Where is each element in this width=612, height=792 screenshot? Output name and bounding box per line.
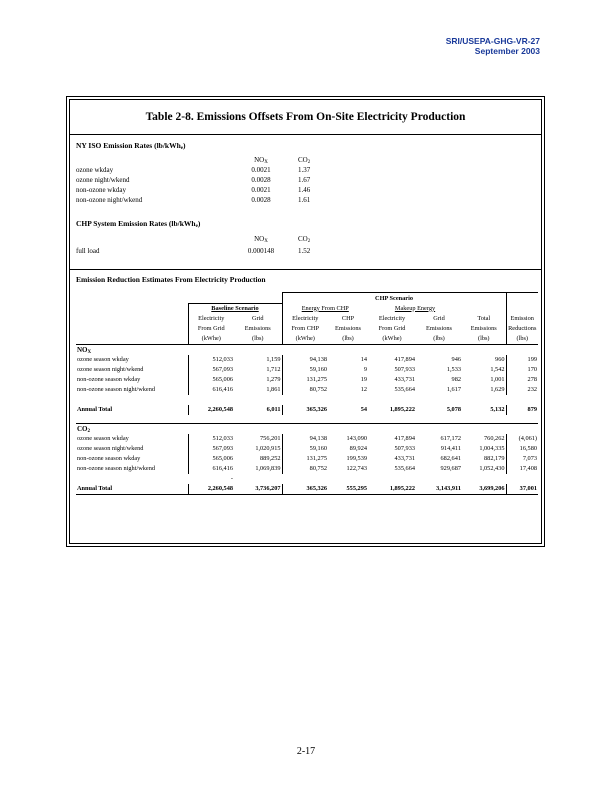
value-cell: 760,262 [462, 434, 506, 444]
co2-section-label: $CO_2$ [77, 424, 90, 434]
value-cell: 1,069,839 [255, 465, 281, 472]
ny-iso-row-label: non-ozone night/wkend [76, 196, 143, 204]
chp-rates-col-nox: $NO_X$ [254, 235, 268, 244]
row-label: non-ozone season wkday [77, 455, 141, 462]
chp-rates-row-nox: 0.000148 [247, 247, 275, 255]
value-cell: 960 [462, 355, 506, 365]
col-header: Electricity [282, 314, 328, 324]
col-unit: (lbs) [234, 334, 282, 345]
value-cell: 535,664 [394, 465, 415, 472]
value-cell: 2,260,548 [188, 484, 234, 495]
page-number: 2-17 [296, 746, 316, 757]
col-header: Grid [251, 315, 264, 322]
value-cell: 555,295 [328, 484, 368, 495]
emission-rates-section [70, 135, 541, 270]
value-cell: 567,093 [188, 444, 234, 454]
col-header: Grid [433, 315, 445, 322]
value-cell: 756,201 [260, 435, 281, 442]
table-row [76, 464, 538, 474]
spacer-row [76, 395, 538, 405]
col-unit: (lbs) [506, 334, 538, 345]
value-cell: 1,861 [266, 386, 281, 393]
header-row-l1 [76, 314, 538, 324]
report-id: SRI/USEPA-GHG-VR-27 [445, 36, 540, 46]
row-label: ozone season night/wkend [77, 445, 144, 452]
value-cell: 1,159 [266, 356, 281, 363]
ny-iso-row-label: ozone night/wkend [76, 176, 130, 184]
row-label: Annual Total [76, 484, 188, 495]
value-cell: 616,416 [188, 464, 234, 474]
ny-iso-row-label: ozone wkday [76, 166, 114, 174]
value-cell: 14 [360, 356, 367, 363]
header-row-groups [76, 303, 538, 314]
ny-iso-row-nox: 0.0028 [251, 176, 271, 184]
col-header: Emissions [426, 325, 452, 332]
row-label: ozone season wkday [77, 435, 129, 442]
value-cell: 1,279 [266, 376, 281, 383]
value-cell: 9 [363, 366, 367, 373]
col-header: Emissions [244, 325, 271, 332]
col-unit: (lbs) [416, 334, 462, 345]
co2-dash-row [76, 474, 538, 484]
col-header: From Grid [378, 325, 406, 332]
value-cell: 1,004,335 [462, 444, 506, 454]
ny-iso-row-co2: 1.67 [298, 176, 311, 184]
value-cell: 565,006 [188, 375, 234, 385]
value-cell: 7,073 [506, 454, 538, 464]
value-cell: 946 [451, 356, 461, 363]
value-cell: 54 [360, 406, 367, 413]
row-label: Annual Total [77, 406, 113, 413]
value-cell: 882,179 [462, 454, 506, 464]
ny-iso-row-nox: 0.0021 [251, 166, 271, 174]
col-header: Emissions [462, 324, 506, 334]
value-cell: 929,687 [440, 465, 461, 472]
value-cell: 1,020,915 [255, 445, 281, 452]
table-frame [66, 96, 545, 547]
table-inner-frame [69, 99, 542, 544]
reduction-heading: Emission Reduction Estimates From Electricity Production [76, 275, 266, 284]
table-row [76, 355, 538, 365]
value-cell: 80,752 [282, 385, 328, 395]
value-cell: 5,132 [462, 405, 506, 415]
value-cell: 278 [506, 375, 538, 385]
value-cell: 617,172 [440, 435, 461, 442]
emission-reduction-table [76, 292, 538, 495]
value-cell: 535,664 [394, 386, 415, 393]
value-cell: 417,894 [394, 356, 415, 363]
value-cell: 89,924 [349, 445, 367, 452]
value-cell: 6,011 [266, 406, 281, 413]
col-header: Reductions [506, 324, 538, 334]
value-cell: 1,895,222 [389, 406, 415, 413]
value-cell: 433,731 [394, 455, 415, 462]
co2-rows [76, 434, 538, 474]
col-header: Electricity [378, 315, 406, 322]
value-cell: 3,699,206 [462, 484, 506, 495]
row-label: non-ozone season night/wkend [77, 465, 155, 472]
value-cell: 512,033 [188, 434, 234, 444]
table-row [76, 365, 538, 375]
value-cell: 616,416 [188, 385, 234, 395]
value-cell: 199,539 [346, 455, 367, 462]
col-header: From CHP [282, 324, 328, 334]
value-cell: 365,326 [282, 484, 328, 495]
value-cell: 143,090 [346, 435, 367, 442]
table-row [76, 385, 538, 395]
ny-iso-row-nox: 0.0028 [251, 196, 271, 204]
document-header [446, 36, 540, 56]
value-cell: 682,641 [440, 455, 461, 462]
report-date: September 2003 [474, 46, 540, 56]
value-cell: 12 [360, 386, 367, 393]
row-label: ozone season night/wkend [77, 366, 144, 373]
value-cell: 433,731 [394, 376, 415, 383]
value-cell: 879 [506, 405, 538, 415]
value-cell: 59,160 [282, 444, 328, 454]
value-cell: 2,260,548 [188, 405, 234, 415]
value-cell: 59,160 [282, 365, 328, 375]
ny-iso-row-label: non-ozone wkday [76, 186, 126, 194]
nox-section-label: $NO_X$ [77, 345, 92, 355]
value-cell: 507,933 [394, 366, 415, 373]
table-row [76, 434, 538, 444]
header-row-l2 [76, 324, 538, 334]
col-header: From Grid [188, 324, 234, 334]
value-cell: 80,752 [282, 464, 328, 474]
nox-annual-total-row [76, 405, 538, 415]
value-cell: 1,533 [446, 366, 461, 373]
value-cell: 417,894 [394, 435, 415, 442]
value-cell: 1,895,222 [368, 484, 416, 495]
value-cell: (4,061) [506, 434, 538, 444]
value-cell: 3,736,207 [234, 484, 282, 495]
value-cell: 889,252 [260, 455, 281, 462]
ny-iso-row-co2: 1.61 [298, 196, 311, 204]
header-row-scenario [76, 293, 538, 304]
dash-cell: - [230, 475, 233, 482]
value-cell: 365,326 [282, 405, 328, 415]
value-cell: 1,617 [446, 386, 461, 393]
ny-iso-col-co2: $CO_2$ [298, 156, 311, 165]
col-unit: (kWhe) [282, 334, 328, 345]
value-cell: 94,138 [282, 434, 328, 444]
col-header: CHP [341, 315, 355, 322]
spacer-row [76, 415, 538, 424]
col-unit: (lbs) [462, 334, 506, 345]
col-unit: (lbs) [328, 334, 368, 345]
value-cell: 16,580 [506, 444, 538, 454]
row-label: non-ozone season wkday [77, 376, 141, 383]
table-title: Table 2-8. Emissions Offsets From On-Site Electricity Production [70, 100, 541, 135]
ny-iso-col-nox: $NO_X$ [254, 156, 268, 165]
makeup-energy-header: Makeup Energy [394, 304, 436, 312]
value-cell: 914,411 [440, 445, 461, 452]
col-unit: (kWhe) [368, 334, 416, 345]
row-label: non-ozone season night/wkend [77, 386, 155, 393]
value-cell: 1,052,430 [462, 464, 506, 474]
value-cell: 170 [506, 365, 538, 375]
reduction-section [70, 270, 541, 551]
col-header: Total [462, 314, 506, 324]
value-cell: 3,143,911 [416, 484, 462, 495]
ny-iso-heading: NY ISO Emission Rates (lb/kWh$_e$) [76, 141, 186, 151]
value-cell: 565,006 [188, 454, 234, 464]
ny-iso-row-nox: 0.0021 [251, 186, 271, 194]
chp-rates-row-label: full load [76, 247, 100, 255]
col-header: Electricity [188, 314, 234, 324]
value-cell: 131,275 [282, 375, 328, 385]
chp-scenario-header: CHP Scenario [282, 293, 506, 304]
co2-annual-total-row [76, 484, 538, 495]
value-cell: 199 [506, 355, 538, 365]
col-unit: (kWhe) [188, 334, 234, 345]
col-header: Emission [506, 314, 538, 324]
value-cell: 512,033 [188, 355, 234, 365]
col-header: Emissions [335, 325, 361, 332]
value-cell: 1,629 [462, 385, 506, 395]
chp-rates-heading: CHP System Emission Rates (lb/kWh$_e$) [76, 219, 201, 229]
baseline-scenario-header: Baseline Scenario [188, 303, 282, 314]
table-row [76, 375, 538, 385]
energy-from-chp-header: Energy From CHP [282, 303, 368, 314]
value-cell: 19 [360, 376, 367, 383]
table-row [76, 444, 538, 454]
value-cell: 5,078 [446, 406, 461, 413]
value-cell: 131,275 [282, 454, 328, 464]
value-cell: 122,743 [346, 465, 367, 472]
value-cell: 507,933 [394, 445, 415, 452]
table-row [76, 454, 538, 464]
value-cell: 1,712 [266, 366, 281, 373]
value-cell: 567,093 [188, 365, 234, 375]
value-cell: 1,001 [462, 375, 506, 385]
chp-rates-col-co2: $CO_2$ [298, 235, 311, 244]
chp-rates-row-co2: 1.52 [298, 247, 311, 255]
value-cell: 232 [506, 385, 538, 395]
value-cell: 982 [451, 376, 461, 383]
nox-rows [76, 355, 538, 395]
row-label: ozone season wkday [77, 356, 129, 363]
value-cell: 17,408 [506, 464, 538, 474]
value-cell: 1,542 [462, 365, 506, 375]
ny-iso-row-co2: 1.37 [298, 166, 311, 174]
header-row-units [76, 334, 538, 345]
value-cell: 37,001 [506, 484, 538, 495]
value-cell: 94,138 [282, 355, 328, 365]
ny-iso-row-co2: 1.46 [298, 186, 311, 194]
